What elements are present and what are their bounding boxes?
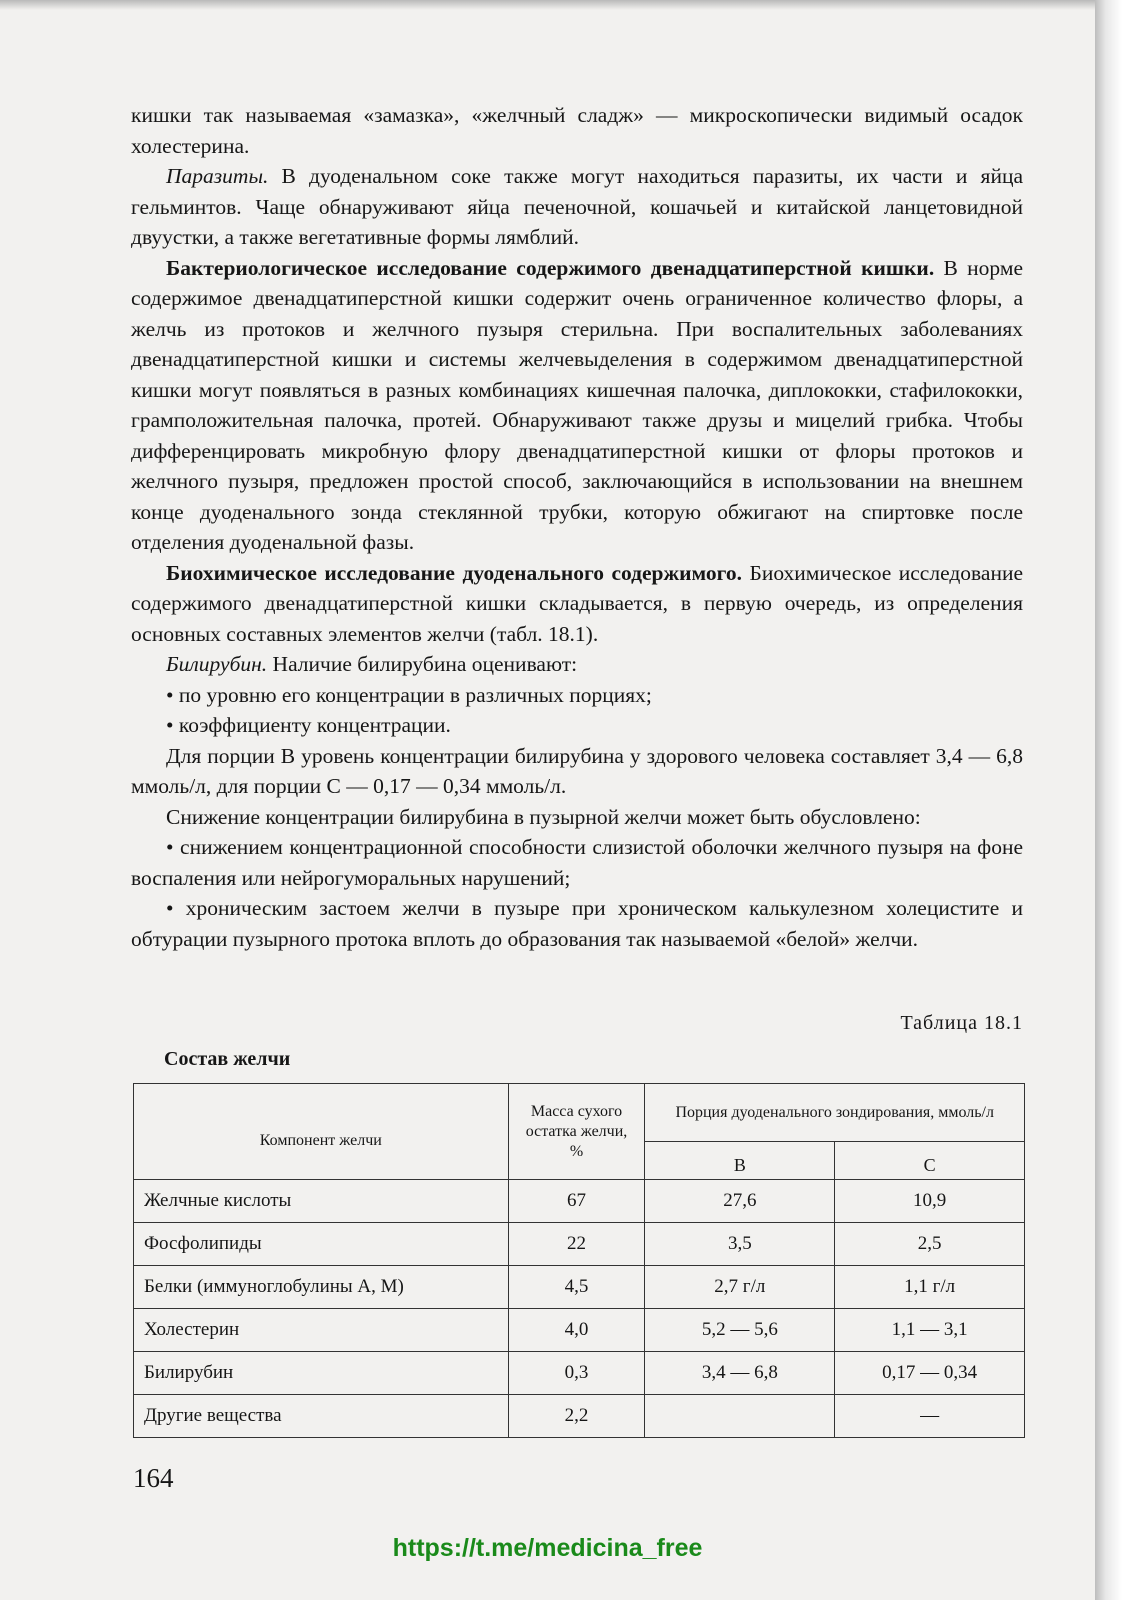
bullet-item: • снижением концентрационной способности слизистой оболочки желчного пузыря на фоне воспаления или нейрогуморальных нарушений;	[131, 835, 1023, 890]
paragraph-body: Биохимическое исследование содержимого двенадцатиперстной кишки складывается, в первую очередь, из определения основных составных элементов желчи (табл. 18.1).	[131, 560, 1023, 646]
table-title: Состав желчи	[164, 1048, 291, 1070]
table-row	[134, 1309, 1025, 1352]
body-text	[131, 100, 1023, 954]
cell-portion-b: 27,6	[645, 1180, 835, 1223]
cell-portion-c: 2,5	[835, 1223, 1025, 1266]
header-component: Компонент желчи	[134, 1084, 509, 1180]
paragraph-parasites	[131, 161, 1023, 253]
paragraph: Снижение концентрации билирубина в пузырной желчи может быть обусловлено:	[166, 804, 921, 829]
cell-portion-c: 1,1 г/л	[835, 1266, 1025, 1309]
cell-mass: 0,3	[508, 1352, 645, 1395]
cell-portion-b: 5,2 — 5,6	[645, 1309, 835, 1352]
cell-mass: 67	[508, 1180, 645, 1223]
cell-component: Холестерин	[134, 1309, 509, 1352]
table-row	[134, 1266, 1025, 1309]
bile-composition-table	[133, 1083, 1025, 1438]
table-row	[134, 1352, 1025, 1395]
paragraph-body: Наличие билирубина оценивают:	[267, 652, 578, 676]
bullet-item: • по уровню его концентрации в различных порциях;	[166, 682, 652, 707]
cell-component: Фосфолипиды	[134, 1223, 509, 1266]
header-portion-c: C	[835, 1142, 1025, 1180]
bullet-item: • коэффициенту концентрации.	[166, 713, 451, 737]
table-header-row	[134, 1084, 1025, 1142]
page-number: 164	[133, 1463, 174, 1493]
cell-portion-c: —	[835, 1395, 1025, 1438]
paragraph-heading: Паразиты.	[166, 164, 269, 188]
table-row	[134, 1395, 1025, 1438]
cell-mass: 4,5	[508, 1266, 645, 1309]
table-row	[134, 1180, 1025, 1223]
cell-portion-c: 10,9	[835, 1180, 1025, 1223]
cell-mass: 22	[508, 1223, 645, 1266]
paragraph-biochemistry	[131, 558, 1023, 650]
paragraph-body: В дуоденальном соке также могут находиться паразиты, их части и яйца гельминтов. Чаще обнаруживают яйца печеночной, кошачьей и китайской ланцетовидной двуустки, а также вегетативные формы лямблий.	[131, 164, 1023, 249]
cell-portion-b: 3,5	[645, 1223, 835, 1266]
paragraph-bilirubin	[131, 649, 1023, 680]
watermark-link[interactable]: https://t.me/medicina_free	[392, 1534, 703, 1562]
paragraph: Для порции B уровень концентрации билирубина у здорового человека составляет 3,4 — 6,8 ммоль/л, для порции C — 0,17 — 0,34 ммоль/л.	[131, 743, 1023, 798]
paragraph-bacteriology	[131, 253, 1023, 558]
header-portion-b: B	[645, 1142, 835, 1180]
header-portion: Порция дуоденального зондирования, ммоль/л	[645, 1084, 1025, 1142]
header-mass: Масса сухого остатка желчи, %	[508, 1084, 645, 1180]
paragraph-heading: Билирубин.	[166, 652, 268, 676]
table-caption: Таблица 18.1	[900, 1012, 1023, 1034]
bullet-item: • хроническим застоем желчи в пузыре при хроническом калькулезном холецистите и обтурации пузырного протока вплоть до образования так называемой «белой» желчи.	[131, 896, 1023, 951]
cell-component: Билирубин	[134, 1352, 509, 1395]
cell-mass: 4,0	[508, 1309, 645, 1352]
page-top-shadow	[0, 0, 1095, 10]
page-edge-shadow	[1095, 0, 1122, 1600]
cell-portion-b: 2,7 г/л	[645, 1266, 835, 1309]
table-row	[134, 1223, 1025, 1266]
paragraph-heading: Бактериологическое исследование содержимого двенадцатиперстной кишки.	[166, 255, 935, 280]
cell-portion-c: 0,17 — 0,34	[835, 1352, 1025, 1395]
cell-component: Другие вещества	[134, 1395, 509, 1438]
cell-portion-c: 1,1 — 3,1	[835, 1309, 1025, 1352]
paragraph: кишки так называемая «замазка», «желчный сладж» — микроскопически видимый осадок холестерина.	[131, 103, 1023, 158]
cell-component: Желчные кислоты	[134, 1180, 509, 1223]
cell-portion-b	[645, 1395, 835, 1438]
paragraph-heading: Биохимическое исследование дуоденального содержимого.	[166, 560, 742, 585]
cell-portion-b: 3,4 — 6,8	[645, 1352, 835, 1395]
paragraph-body: В норме содержимое двенадцатиперстной кишки содержит очень ограниченное количество флоры, а желчь из протоков и желчного пузыря стерильна. При воспалительных заболеваниях двенадцатиперстной кишки и системы желчевыделения в содержимом двенадцатиперстной кишки могут появляться в разных комбинациях кишечная палочка, диплококки, стафилококки, грамположительная палочка, протей. Обнаруживают также друзы и мицелий грибка. Чтобы дифференцировать микробную флору двенадцатиперстной кишки от флоры протоков и желчного пузыря, предложен простой способ, заключающийся в использовании на внешнем конце дуоденального зонда стеклянной трубки, которую обжигают на спиртовке после отделения дуоденальной фазы.	[131, 255, 1023, 554]
cell-component: Белки (иммуноглобулины A, M)	[134, 1266, 509, 1309]
cell-mass: 2,2	[508, 1395, 645, 1438]
